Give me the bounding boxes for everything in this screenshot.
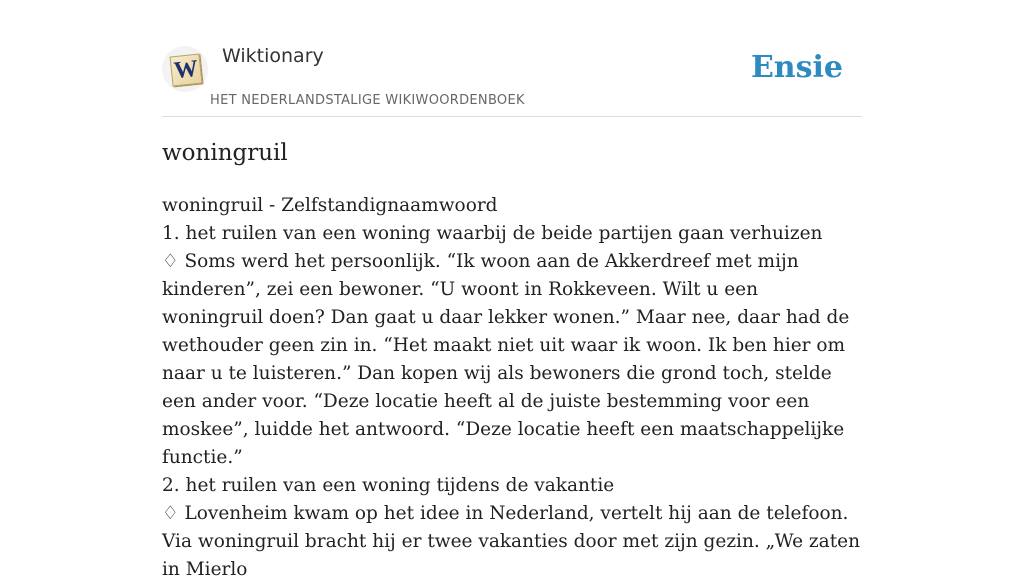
definition-2: 2. het ruilen van een woning tijdens de vakantie: [162, 475, 615, 496]
example-2: ♢ Lovenheim kwam op het idee in Nederland, vertelt hij aan de telefoon. Via woningruil bracht hij er twee vakanties door met zijn gezin. „We zaten in Mierlo: [162, 503, 860, 580]
logo-tile: W: [170, 54, 203, 87]
site-tagline: HET NEDERLANDSTALIGE WIKIWOORDENBOEK: [210, 93, 525, 108]
entry-content: [162, 192, 862, 584]
wiktionary-logo-icon[interactable]: [162, 46, 208, 92]
site-name[interactable]: Wiktionary: [222, 45, 324, 67]
example-1: ♢ Soms werd het persoonlijk. “Ik woon aan de Akkerdreef met mijn kinderen”, zei een bewoner. “U woont in Rokkeveen. Wilt u een woningruil doen? Dan gaat u daar lekker wonen.” Maar nee, daar had de wethouder geen zin in. “Het maakt niet uit waar ik woon. Ik ben hier om naar u te luisteren.” Dan kopen wij als bewoners die grond toch, stelde een ander voor. “Deze locatie heeft al de juiste bestemming voor een moskee”, luidde het antwoord. “Deze locatie heeft een maatschappelijke functie.”: [162, 251, 850, 468]
ensie-logo-link[interactable]: Ensie: [750, 50, 843, 85]
word-type: woningruil - Zelfstandignaamwoord: [162, 195, 498, 216]
definition-1: 1. het ruilen van een woning waarbij de beide partijen gaan verhuizen: [162, 223, 823, 244]
page-title: woningruil: [162, 140, 288, 166]
site-header: [162, 0, 862, 117]
page: [162, 0, 862, 580]
